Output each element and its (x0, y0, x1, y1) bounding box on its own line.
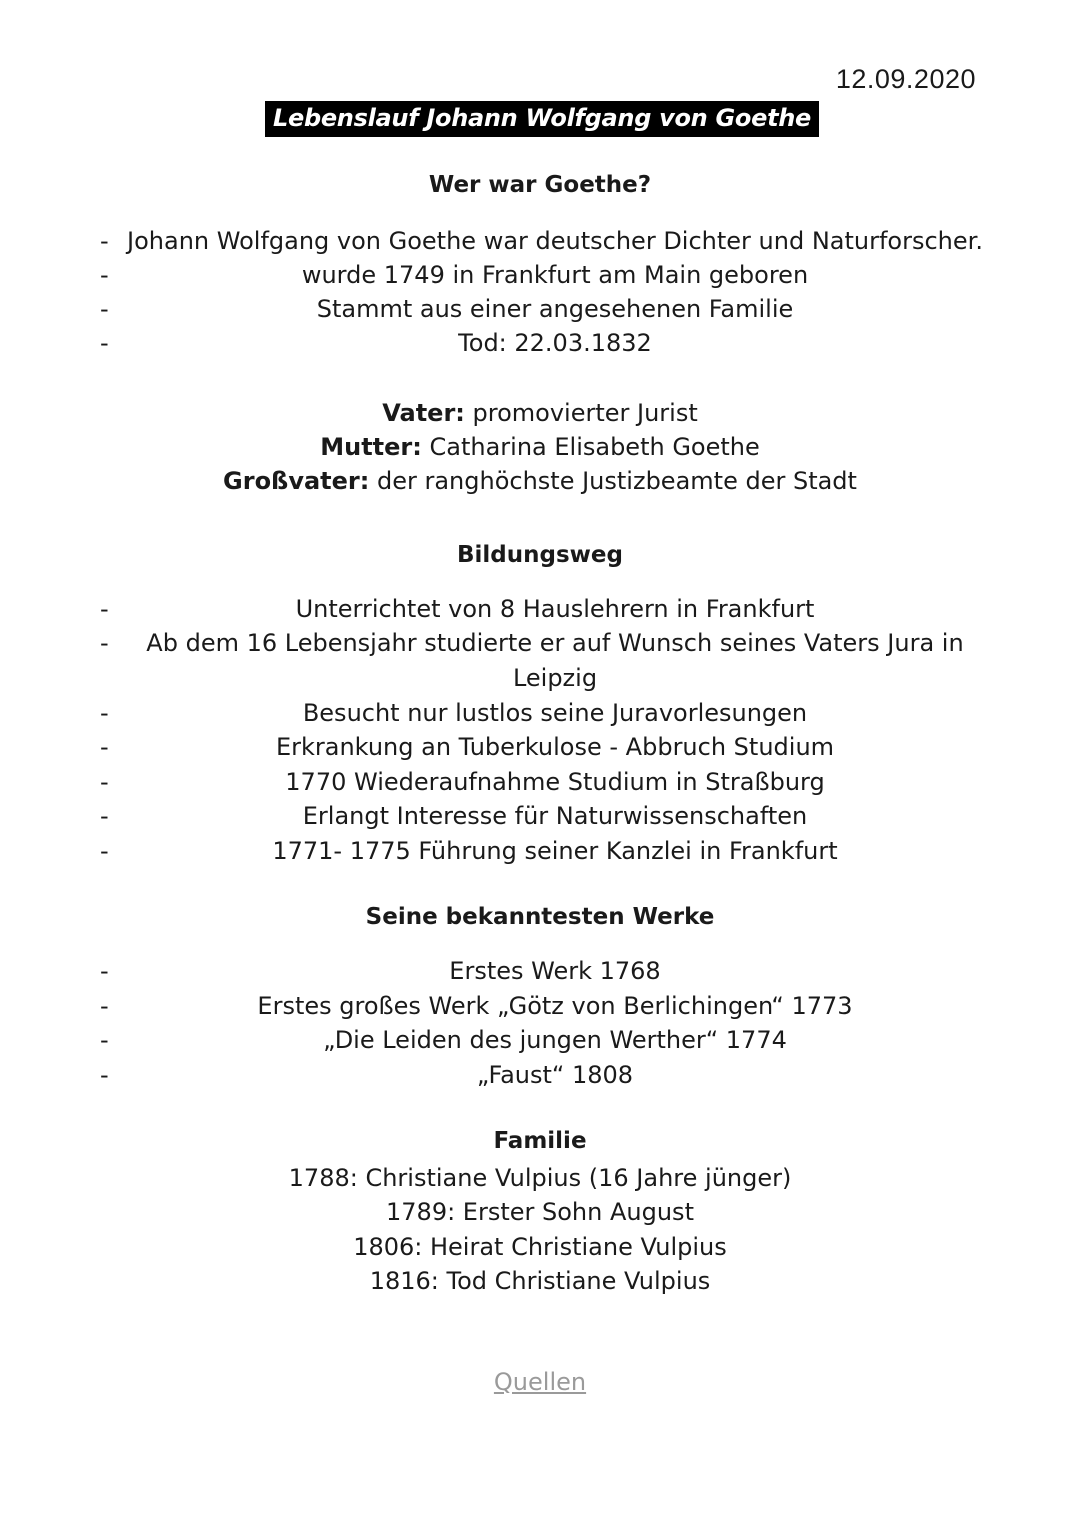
education-item: 1771- 1775 Führung seiner Kanzlei in Frankfurt (272, 837, 838, 865)
education-item: Ab dem 16 Lebensjahr studierte er auf Wunsch seines Vaters Jura in (146, 629, 964, 657)
section-heading-education: Bildungsweg (457, 542, 623, 568)
education-item: Unterrichtet von 8 Hauslehrern in Frankfurt (295, 595, 815, 623)
family-item: 1788: Christiane Vulpius (16 Jahre jünger) (288, 1164, 792, 1192)
parent-line-grandfather (0, 464, 1080, 498)
bullet-dash: - (100, 295, 109, 323)
bullet-dash: - (100, 992, 109, 1020)
works-item: Erstes großes Werk „Götz von Berlichingen“ 1773 (257, 992, 853, 1020)
bullet-dash: - (100, 1061, 109, 1089)
works-item: „Faust“ 1808 (476, 1061, 634, 1089)
bullet-dash: - (100, 227, 109, 255)
grandfather-label: Großvater: (223, 467, 370, 495)
education-item: Erlangt Interesse für Naturwissenschaften (302, 802, 808, 830)
mother-text: Catharina Elisabeth Goethe (421, 433, 760, 461)
works-item: Erstes Werk 1768 (449, 957, 661, 985)
mother-label: Mutter: (320, 433, 422, 461)
parent-line-father (0, 396, 1080, 430)
education-item: Erkrankung an Tuberkulose - Abbruch Studium (275, 733, 835, 761)
education-item: Besucht nur lustlos seine Juravorlesungen (302, 699, 808, 727)
bullet-dash: - (100, 595, 109, 623)
family-item: 1816: Tod Christiane Vulpius (369, 1267, 711, 1295)
family-item: 1789: Erster Sohn August (386, 1198, 694, 1226)
title-container (0, 101, 1080, 137)
document-title: Lebenslauf Johann Wolfgang von Goethe (265, 101, 819, 137)
section-heading-intro: Wer war Goethe? (428, 172, 652, 198)
bullet-dash: - (100, 768, 109, 796)
intro-item: Tod: 22.03.1832 (458, 329, 652, 357)
father-text: promovierter Jurist (464, 399, 698, 427)
bullet-dash: - (100, 733, 109, 761)
intro-item: wurde 1749 in Frankfurt am Main geboren (301, 261, 809, 289)
grandfather-text: der ranghöchste Justizbeamte der Stadt (369, 467, 857, 495)
family-item: 1806: Heirat Christiane Vulpius (353, 1233, 727, 1261)
works-item: „Die Leiden des jungen Werther“ 1774 (323, 1026, 787, 1054)
bullet-dash: - (100, 837, 109, 865)
bullet-dash: - (100, 629, 109, 657)
father-label: Vater: (382, 399, 465, 427)
bullet-dash: - (100, 957, 109, 985)
sources-link[interactable]: Quellen (493, 1368, 587, 1396)
bullet-dash: - (100, 329, 109, 357)
section-heading-family: Familie (493, 1128, 587, 1154)
intro-item: Stammt aus einer angesehenen Familie (316, 295, 794, 323)
bullet-dash: - (100, 802, 109, 830)
education-item: 1770 Wiederaufnahme Studium in Straßburg (285, 768, 825, 796)
bullet-dash: - (100, 1026, 109, 1054)
bullet-dash: - (100, 261, 109, 289)
document-date: 12.09.2020 (835, 64, 976, 94)
section-heading-works: Seine bekanntesten Werke (365, 904, 715, 930)
bullet-dash: - (100, 699, 109, 727)
parent-line-mother (0, 430, 1080, 464)
education-item-continued: Leipzig (512, 664, 598, 692)
intro-item: Johann Wolfgang von Goethe war deutscher Dichter und Naturforscher. (127, 227, 983, 255)
